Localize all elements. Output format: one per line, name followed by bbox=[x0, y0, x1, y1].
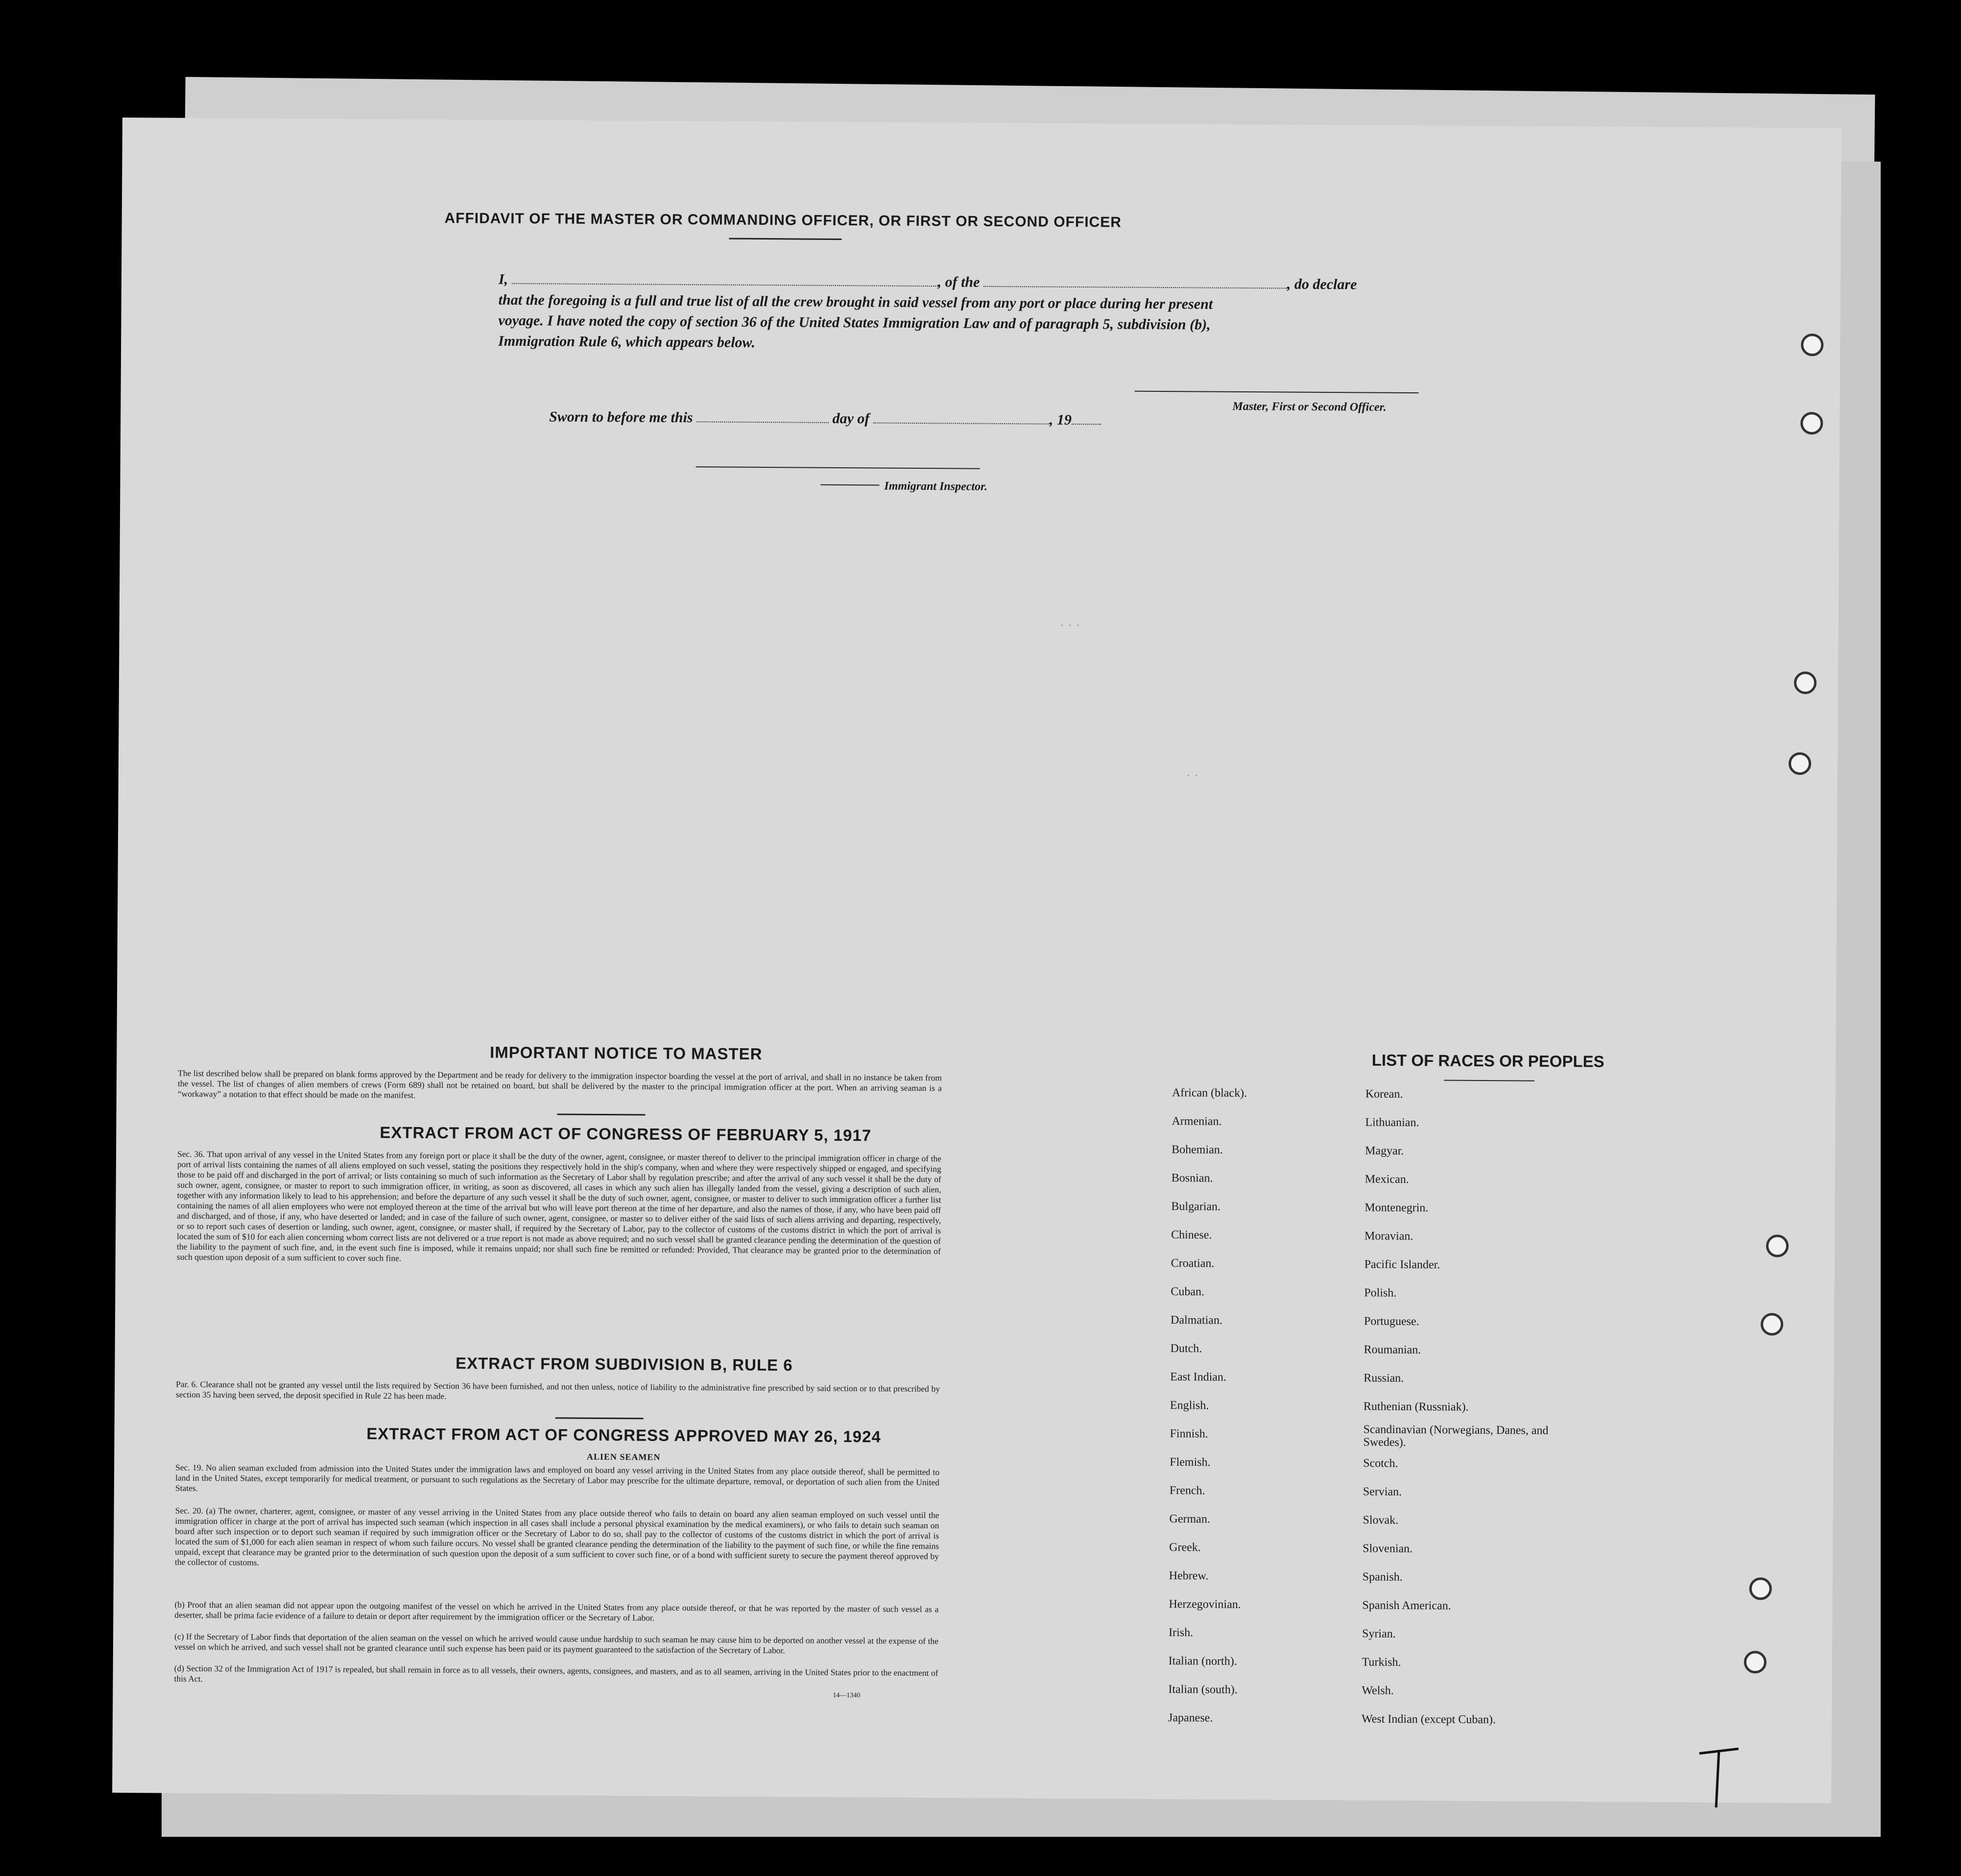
rule6-rule bbox=[555, 1417, 644, 1419]
races-rule bbox=[1444, 1080, 1534, 1082]
punch-hole-icon bbox=[1800, 412, 1823, 434]
race-item: Italian (north). bbox=[1168, 1655, 1237, 1668]
race-item: Flemish. bbox=[1170, 1456, 1211, 1469]
sworn-text: Sworn to before me this bbox=[549, 409, 693, 426]
race-item: East Indian. bbox=[1170, 1371, 1227, 1384]
race-item: English. bbox=[1170, 1399, 1209, 1412]
race-item: Slovak. bbox=[1363, 1514, 1399, 1527]
race-item: Herzegovinian. bbox=[1169, 1598, 1241, 1611]
vessel-blank[interactable] bbox=[983, 276, 1287, 289]
master-caption: Master, First or Second Officer. bbox=[1232, 400, 1387, 414]
race-item: Montenegrin. bbox=[1364, 1201, 1429, 1215]
race-item: Bohemian. bbox=[1172, 1143, 1223, 1156]
race-item: Servian. bbox=[1363, 1485, 1402, 1499]
sworn-line bbox=[549, 407, 1235, 432]
extract-1924-sec20a: Sec. 20. (a) The owner, charterer, agent, consignee, or master of any vessel arriving in the United States from any place outside thereof who fails to detain on board any alien seaman employed on such vessel until the immigration officer in charge at the port of arrival has inspected such seaman (which inspection in all cases shall include a personal physical examination by the medical examiners), or who fails to detain such seaman on board after such inspection or to deport such seaman if required by such immigration officer or the Secretary of Labor to do so, shall pay to the collector of customs of the customs district in which the port of arrival is located the sum of $1,000 for each alien seaman in respect of whom such failure occurs. No vessel shall be granted clearance pending the determination of the liability to the payment of such fine, or while the fine remains unpaid, except that clearance may be granted prior to the determination of such question upon the deposit of a sum sufficient to cover such fine, or of a bond with sufficient surety to secure the payment thereof approved by the collector of customs. bbox=[174, 1505, 939, 1567]
race-item: Spanish American. bbox=[1362, 1599, 1451, 1612]
punch-hole-icon bbox=[1794, 672, 1817, 694]
race-item: Hebrew. bbox=[1169, 1569, 1209, 1583]
year-text: , 19 bbox=[1049, 411, 1072, 428]
race-item: Bulgarian. bbox=[1171, 1200, 1221, 1213]
race-item: Chinese. bbox=[1171, 1228, 1212, 1242]
punch-hole-icon bbox=[1749, 1577, 1772, 1600]
race-item: Bosnian. bbox=[1171, 1172, 1213, 1185]
race-item: Welsh. bbox=[1362, 1684, 1394, 1697]
affidavit-title: AFFIDAVIT OF THE MASTER OR COMMANDING OFFICER, OR FIRST OR SECOND OFFICER bbox=[444, 210, 1122, 231]
master-signature-line[interactable] bbox=[1135, 391, 1419, 394]
race-item: Ruthenian (Russniak). bbox=[1363, 1400, 1469, 1414]
form-number: 14—1340 bbox=[833, 1691, 861, 1700]
month-blank[interactable] bbox=[873, 412, 1050, 424]
extract-1917-title: EXTRACT FROM ACT OF CONGRESS OF FEBRUARY 5, 1917 bbox=[380, 1123, 872, 1145]
notice-title: IMPORTANT NOTICE TO MASTER bbox=[490, 1043, 763, 1063]
affidavit-line3: voyage. I have noted the copy of section 36 of the United States Immigration Law and of paragraph 5, subdivision (b), bbox=[498, 312, 1211, 333]
inspector-caption: Immigrant Inspector. bbox=[884, 480, 988, 493]
extract-1924-sec20d: (d) Section 32 of the Immigration Act of 1917 is repealed, but shall remain in force as to all vessels, their owners, agents, consignees, and masters, and as to all seamen, arriving in the United States prior to the enactment of this Act. bbox=[174, 1663, 938, 1684]
race-item: French. bbox=[1169, 1484, 1205, 1497]
notice-rule bbox=[557, 1113, 646, 1115]
race-item: Armenian. bbox=[1172, 1115, 1222, 1128]
faint-stamp: · · bbox=[1186, 768, 1199, 784]
affidavit-line1-declare: , do declare bbox=[1287, 276, 1357, 293]
punch-hole-icon bbox=[1766, 1235, 1789, 1257]
year-blank[interactable] bbox=[1072, 414, 1101, 425]
name-blank[interactable] bbox=[512, 273, 938, 287]
race-item: Magyar. bbox=[1365, 1144, 1404, 1158]
affidavit-line4: Immigration Rule 6, which appears below. bbox=[498, 333, 756, 351]
race-item: West Indian (except Cuban). bbox=[1361, 1712, 1496, 1727]
race-item: Russian. bbox=[1363, 1371, 1404, 1385]
affidavit-declaration bbox=[498, 269, 1459, 358]
day-blank[interactable] bbox=[696, 411, 829, 423]
title-rule bbox=[729, 238, 842, 240]
race-item: Scotch. bbox=[1363, 1457, 1398, 1470]
rule6-body: Par. 6. Clearance shall not be granted any vessel until the lists required by Section 36 have been furnished, and not then unless, notice of liability to the administrative fine prescribed by said section or to that prescribed by section 35 having been served, the deposit specified in Rule 22 has been made. bbox=[176, 1379, 940, 1401]
punch-hole-icon bbox=[1744, 1651, 1767, 1673]
rule6-title: EXTRACT FROM SUBDIVISION B, RULE 6 bbox=[455, 1354, 793, 1374]
race-item: Moravian. bbox=[1364, 1229, 1413, 1243]
extract-1917-body: Sec. 36. That upon arrival of any vessel in the United States from any foreign port or place it shall be the duty of the owner, agent, consignee, or master thereof to deliver to the principal immigration officer in charge of the port of arrival lists containing the names of all aliens employed on such vessel, stating the positions they respectively hold in the ship's company, when and where they were respectively shipped or engaged, and specifying those to be paid off and discharged in the port of arrival; or lists containing so much of such information as the Secretary of Labor shall by regulation prescribe; and after the arrival of any such vessel it shall be the duty of such owner, agent, consignee, or master to report to such immigration officer, in writing, as soon as discovered, all cases in which any such alien has illegally landed from the vessel, giving a description of such alien, together with any information likely to lead to his apprehension; and before the departure of any such vessel it shall be the duty of such owner, agent, consignee, or master to deliver to such immigration officer a further list containing the names of all alien employees who were not employed thereon at the time of the arrival but who will leave port thereon at the time of her departure, and also the names of those, if any, who have been paid off and discharged, and of those, if any, who have deserted or landed; and in case of the failure of such owner, agent, consignee, or master so to deliver either of the said lists of such aliens arriving and departing, respectively, or so to report such cases of desertion or landing, such owner, agent, consignee, or master shall, if required by the Secretary of Labor, pay to the collector of customs of the customs district in which the port of arrival is located the sum of $10 for each alien concerning whom correct lists are not delivered or a true report is not made as above required; and no such vessel shall be granted clearance pending the determination of the question of the liability to the payment of such fine, and, in the event such fine is imposed, while it remains unpaid; nor shall such fine be remitted or refunded: Provided, That clearance may be granted prior to the determination of such question upon deposit of a sum sufficient to cover such fine. bbox=[176, 1149, 942, 1263]
race-item: Mexican. bbox=[1364, 1173, 1409, 1186]
race-item: Lithuanian. bbox=[1365, 1116, 1419, 1130]
race-item: African (black). bbox=[1172, 1086, 1247, 1100]
race-item: Cuban. bbox=[1171, 1285, 1205, 1299]
race-item: Turkish. bbox=[1362, 1656, 1401, 1669]
extract-1924-sec20b: (b) Proof that an alien seaman did not appear upon the outgoing manifest of the vessel on which he arrived in the United States from any place outside thereof, or that he was reported by the master of such vessel as a deserter, shall be prima facie evidence of a failure to detain or deport after requirement by the immigration officer or the Secretary of Labor. bbox=[174, 1599, 939, 1623]
extract-1924-sec19: Sec. 19. No alien seaman excluded from admission into the United States under the immigration laws and employed on board any vessel arriving in the United States from any place outside thereof, shall be permitted to land in the United States, except temporarily for medical treatment, or pursuant to such regulations as the Secretary of Labor may prescribe for the ultimate departure, removal, or deportation of such alien from the United States. bbox=[175, 1462, 940, 1493]
race-item: Italian (south). bbox=[1168, 1683, 1238, 1696]
extract-1924-sec20c: (c) If the Secretary of Labor finds that deportation of the alien seaman on the vessel on which he arrived would cause undue hardship to such seaman he may cause him to be deported on another vessel at the expense of the vessel on which he arrived, and such vessel shall not be granted clearance until such expense has been paid or its payment guaranteed to the satisfaction of the Secretary of Labor. bbox=[174, 1631, 939, 1656]
race-item: Spanish. bbox=[1362, 1570, 1403, 1584]
punch-hole-icon bbox=[1761, 1313, 1783, 1335]
race-item: Croatian. bbox=[1171, 1257, 1215, 1270]
race-item: German. bbox=[1169, 1513, 1210, 1526]
race-item: Pacific Islander. bbox=[1364, 1258, 1440, 1272]
race-item: Portuguese. bbox=[1363, 1315, 1419, 1328]
race-item: Polish. bbox=[1364, 1286, 1397, 1299]
document-page bbox=[112, 118, 1841, 1803]
race-item: Korean. bbox=[1365, 1087, 1403, 1101]
race-item: Roumanian. bbox=[1363, 1343, 1421, 1357]
notice-body: The list described below shall be prepared on blank forms approved by the Department and be ready for delivery to the immigration inspector boarding the vessel at the port of arrival, and shall in no instance be taken from the vessel. The list of changes of alien members of crews (Form 689) shall not be retained on board, but shall be delivered by the master to the principal immigration officer at the port. When an arriving seaman is a “workaway” a notation to that effect should be made on the manifest. bbox=[177, 1068, 942, 1100]
faint-stamp: · · · bbox=[1059, 618, 1080, 633]
inspector-signature-line[interactable] bbox=[696, 466, 980, 469]
race-item: Irish. bbox=[1169, 1626, 1194, 1639]
punch-hole-icon bbox=[1789, 752, 1811, 775]
day-of-text: day of bbox=[832, 410, 870, 427]
races-title: LIST OF RACES OR PEOPLES bbox=[1371, 1051, 1604, 1071]
affidavit-line1-i: I, bbox=[498, 271, 508, 288]
race-item: Slovenian. bbox=[1363, 1542, 1413, 1556]
race-item: Greek. bbox=[1169, 1541, 1201, 1554]
affidavit-line1-of: , of the bbox=[937, 274, 980, 290]
punch-hole-icon bbox=[1801, 334, 1823, 356]
race-item: Finnish. bbox=[1170, 1427, 1208, 1441]
extract-1924-title: EXTRACT FROM ACT OF CONGRESS APPROVED MAY 26, 1924 bbox=[366, 1424, 881, 1446]
race-item: Syrian. bbox=[1362, 1627, 1396, 1640]
affidavit-line2: that the foregoing is a full and true list of all the crew brought in said vessel from any port or place during her present bbox=[498, 291, 1213, 313]
inspector-short-line bbox=[820, 484, 879, 486]
race-item: Dutch. bbox=[1170, 1342, 1202, 1355]
handwritten-mark-icon bbox=[1689, 1734, 1748, 1813]
race-item: Scandinavian (Norwegians, Danes, and Swedes). bbox=[1363, 1423, 1549, 1449]
race-item: Dalmatian. bbox=[1170, 1314, 1223, 1327]
race-item: Japanese. bbox=[1168, 1711, 1213, 1725]
alien-seamen-subtitle: ALIEN SEAMEN bbox=[586, 1451, 661, 1462]
